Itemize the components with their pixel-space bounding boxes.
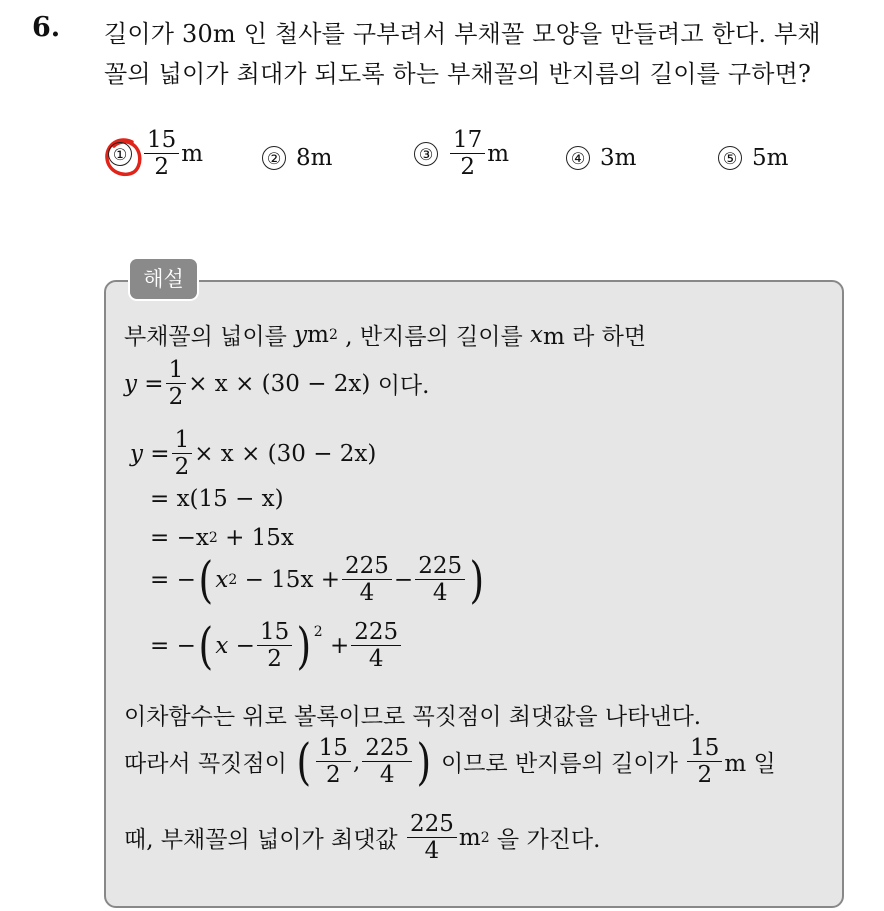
question-text-line-2: 꼴의 넓이가 최대가 되도록 하는 부채꼴의 반지름의 길이를 구하면?	[104, 60, 812, 88]
concl-text: 을 가진다.	[496, 827, 601, 854]
choice-5-marker: ⑤	[718, 146, 742, 170]
frac-15-2	[257, 620, 292, 671]
eq-rhs: × x × (30 − 2x)	[194, 440, 377, 467]
choice-2-text: 8m	[296, 145, 333, 171]
frac-num: 225	[407, 812, 457, 838]
step-text: +	[329, 632, 350, 659]
step-text: x −	[215, 632, 255, 659]
solution-conclusion-3	[124, 812, 600, 863]
frac-den: 4	[432, 580, 448, 607]
choice-4-marker: ④	[566, 146, 590, 170]
frac-num: 225	[342, 554, 392, 580]
sol-text: , 반지름의 길이를	[345, 324, 523, 350]
question-number: 6.	[32, 12, 61, 43]
close-paren: )	[416, 732, 432, 791]
frac-den: 2	[697, 762, 713, 789]
frac-den: 2	[174, 454, 190, 481]
close-paren: )	[296, 616, 312, 675]
sol-sup: 2	[328, 326, 338, 343]
choice-1-numerator: 15	[144, 128, 179, 154]
frac-den: 4	[368, 646, 384, 673]
frac-num: 15	[257, 620, 292, 646]
frac-num: 225	[351, 620, 401, 646]
frac-den: 4	[424, 838, 440, 865]
half-fraction	[166, 358, 187, 409]
step-var: x	[215, 566, 229, 593]
step-text: = −	[150, 566, 196, 593]
choice-1-fraction	[144, 128, 179, 179]
sol-var-x: x	[529, 321, 543, 348]
step-text: −	[393, 566, 414, 593]
solution-conclusion-1: 이차함수는 위로 볼록이므로 꼭짓점이 최댓값을 나타낸다.	[124, 704, 702, 730]
choice-1-marker: ①	[108, 142, 132, 166]
choice-3-unit: m	[487, 140, 510, 167]
choice-1[interactable]	[108, 128, 203, 179]
choice-4[interactable]	[566, 145, 636, 171]
concl-text: 이므로 반지름의 길이가	[441, 751, 678, 778]
frac-225-4	[415, 554, 465, 605]
eq-rhs: × x × (30 − 2x)	[188, 370, 371, 397]
concl-sup: 2	[480, 829, 490, 846]
frac-num: 1	[172, 428, 193, 454]
solution-step-4	[150, 550, 487, 609]
concl-text: 따라서 꼭짓점이	[124, 751, 287, 778]
concl-text: 때, 부채꼴의 넓이가 최댓값	[124, 827, 398, 854]
eq-lhs: y =	[130, 440, 170, 467]
sol-var-y: y	[294, 321, 308, 348]
half-fraction	[172, 428, 193, 479]
choice-5[interactable]	[718, 145, 788, 171]
frac-den: 4	[359, 580, 375, 607]
eq-tail: 이다.	[377, 373, 430, 400]
choice-3-numerator: 17	[450, 128, 485, 154]
choice-3[interactable]	[414, 128, 509, 179]
choice-5-text: 5m	[752, 145, 789, 171]
solution-tag: 해설	[130, 259, 197, 299]
frac-num: 1	[166, 358, 187, 384]
choice-2-marker: ②	[262, 146, 286, 170]
frac-den: 2	[168, 384, 184, 411]
choice-3-marker: ③	[414, 142, 438, 166]
sol-text: m 라 하면	[542, 324, 647, 350]
choice-2[interactable]	[262, 145, 332, 171]
open-paren: (	[198, 616, 213, 675]
frac-num: 225	[362, 736, 412, 762]
open-paren: (	[296, 732, 312, 791]
frac-225-4	[351, 620, 401, 671]
frac-15-2	[687, 736, 722, 787]
sol-unit-m: m	[307, 321, 329, 348]
choice-3-fraction	[450, 128, 485, 179]
choice-1-denominator: 2	[154, 154, 169, 181]
solution-conclusion-2	[124, 732, 776, 791]
concl-text: m 일	[724, 751, 776, 778]
solution-step-5	[150, 616, 403, 675]
frac-num: 225	[415, 554, 465, 580]
close-paren: )	[469, 550, 485, 609]
frac-15-2	[316, 736, 351, 787]
step-text: = −x	[150, 525, 209, 551]
frac-225-4	[407, 812, 457, 863]
choice-1-unit: m	[181, 140, 204, 167]
frac-num: 15	[687, 736, 722, 762]
question-text-line-1: 길이가 30m 인 철사를 구부려서 부채꼴 모양을 만들려고 한다. 부채	[104, 20, 821, 48]
step-sup: 2	[228, 571, 238, 588]
vertex-separator: ,	[352, 748, 361, 775]
solution-equation-1	[124, 358, 429, 409]
frac-num: 15	[316, 736, 351, 762]
solution-step-2: = x(15 − x)	[150, 486, 284, 512]
step-text: + 15x	[225, 525, 294, 551]
frac-den: 2	[267, 646, 282, 673]
sol-text: 부채꼴의 넓이를	[124, 324, 287, 350]
choice-3-denominator: 2	[460, 154, 475, 181]
choice-4-text: 3m	[600, 145, 637, 171]
frac-225-4	[362, 736, 412, 787]
solution-step-3	[150, 525, 294, 551]
concl-unit: m	[458, 824, 481, 851]
step-sup: 2	[208, 530, 218, 546]
frac-den: 2	[325, 762, 341, 789]
open-paren: (	[198, 550, 213, 609]
frac-225-4	[342, 554, 392, 605]
frac-den: 4	[379, 762, 395, 789]
solution-line-1	[124, 318, 646, 351]
solution-step-1	[130, 428, 376, 479]
step-text: = −	[150, 632, 196, 659]
step-text: − 15x +	[244, 566, 340, 593]
eq-lhs: y =	[124, 370, 164, 397]
step-sup: 2	[313, 624, 323, 640]
